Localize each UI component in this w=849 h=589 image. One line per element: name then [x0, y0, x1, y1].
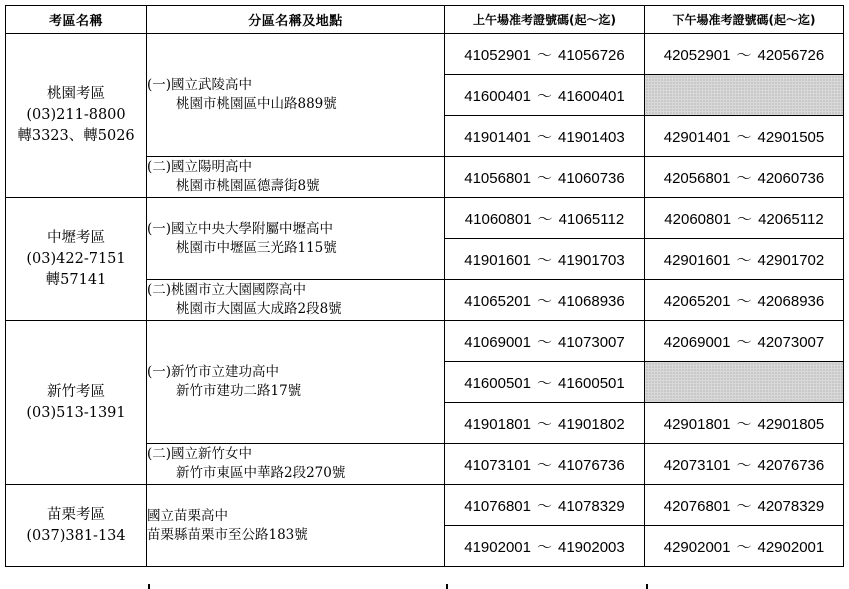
- am-range-start: 41600401: [464, 87, 531, 105]
- range-separator: ～: [536, 374, 552, 392]
- am-range-cell: [445, 485, 645, 526]
- am-range-cell: [445, 444, 645, 485]
- am-range-end: 41078329: [558, 497, 625, 515]
- pm-range-cell: [645, 526, 844, 567]
- am-range-start: 41600501: [464, 374, 531, 392]
- range-separator: ～: [736, 251, 752, 269]
- pm-range-cell: [645, 116, 844, 157]
- area-ext: 轉3323、轉5026: [17, 128, 135, 144]
- site-name: (二)桃園市立大園國際高中: [147, 282, 307, 298]
- am-range-start: 41069001: [464, 333, 531, 351]
- pm-range-end: 42902001: [757, 538, 825, 556]
- am-range-start: 41076801: [464, 497, 531, 515]
- am-range-end: 41068936: [558, 292, 625, 310]
- range-separator: ～: [536, 46, 552, 64]
- am-range-end: 41073007: [558, 333, 625, 351]
- table-continuation-line: [148, 584, 150, 589]
- site-address: 桃園市桃園區中山路889號: [176, 96, 337, 112]
- am-range-cell: [445, 403, 645, 444]
- range-separator: ～: [536, 87, 552, 105]
- site-cell: [147, 198, 445, 280]
- am-range-start: 41056801: [464, 169, 531, 187]
- site-name: (一)新竹市立建功高中: [147, 364, 280, 380]
- area-name: 中壢考區: [47, 229, 105, 246]
- am-range-end: 41901703: [558, 251, 625, 269]
- pm-range-end: 42060736: [757, 169, 825, 187]
- am-range-end: 41056726: [558, 46, 625, 64]
- exam-area-cell: [6, 485, 147, 567]
- exam-schedule-table: [5, 5, 844, 567]
- range-separator: ～: [536, 292, 552, 310]
- pm-range-end: 42056726: [757, 46, 825, 64]
- range-separator: ～: [536, 497, 552, 515]
- range-separator: ～: [536, 128, 552, 146]
- am-range-end: 41901403: [558, 128, 625, 146]
- pm-range-start: 42052901: [663, 46, 731, 64]
- site-cell: [147, 321, 445, 444]
- pm-range-cell: [645, 403, 844, 444]
- am-range-cell: [445, 239, 645, 280]
- header-area: 考區名稱: [6, 6, 147, 34]
- am-range-start: 41901801: [464, 415, 531, 433]
- am-range-cell: [445, 280, 645, 321]
- am-range-end: 41600501: [558, 374, 625, 392]
- range-separator: ～: [536, 415, 552, 433]
- pm-range-cell: [645, 444, 844, 485]
- am-range-start: 41052901: [464, 46, 531, 64]
- am-range-start: 41901401: [464, 128, 531, 146]
- site-name: (一)國立中央大學附屬中壢高中: [147, 220, 334, 237]
- pm-range-end: 42901805: [757, 415, 825, 433]
- range-separator: ～: [736, 292, 752, 310]
- header-am-range: 上午場准考證號碼(起～迄): [445, 6, 645, 34]
- am-range-cell: [445, 362, 645, 403]
- range-separator: ～: [737, 210, 753, 228]
- table-body: [6, 34, 844, 567]
- range-separator: ～: [736, 333, 752, 351]
- pm-range-start: 42901601: [663, 251, 731, 269]
- pm-range-empty-cell: [645, 75, 844, 116]
- am-range-cell: [445, 116, 645, 157]
- site-name: 國立苗栗高中: [147, 507, 228, 524]
- pm-range-start: 42901801: [663, 415, 731, 433]
- site-address: 桃園市大園區大成路2段8號: [176, 301, 342, 317]
- am-range-cell: [445, 526, 645, 567]
- site-cell: [147, 157, 445, 198]
- range-separator: ～: [736, 497, 752, 515]
- pm-range-end: 42073007: [757, 333, 825, 351]
- pm-range-end: 42068936: [757, 292, 825, 310]
- pm-range-end: 42076736: [757, 456, 825, 474]
- am-range-cell: [445, 34, 645, 75]
- range-separator: ～: [536, 251, 552, 269]
- am-range-start: 41902001: [464, 538, 531, 556]
- site-cell: [147, 485, 445, 567]
- am-range-end: 41901802: [558, 415, 625, 433]
- range-separator: ～: [736, 415, 752, 433]
- pm-range-start: 42076801: [663, 497, 731, 515]
- area-phone: (037)381-134: [26, 527, 126, 544]
- pm-range-start: 42060801: [664, 210, 732, 228]
- range-separator: ～: [536, 333, 552, 351]
- am-range-end: 41076736: [558, 456, 625, 474]
- range-separator: ～: [736, 46, 752, 64]
- range-separator: ～: [536, 538, 552, 556]
- pm-range-end: 42065112: [758, 210, 824, 228]
- area-ext: 轉57141: [45, 271, 107, 288]
- range-separator: ～: [736, 169, 752, 187]
- table-continuation-line: [646, 584, 648, 589]
- pm-range-start: 42065201: [663, 292, 731, 310]
- pm-range-cell: [645, 198, 844, 239]
- am-range-cell: [445, 198, 645, 239]
- site-address: 苗栗縣苗栗市至公路183號: [147, 526, 308, 543]
- site-cell: [147, 444, 445, 485]
- site-address: 新竹市東區中華路2段270號: [176, 465, 346, 481]
- area-phone: (03)211-8800: [26, 107, 126, 123]
- am-range-end: 41065112: [558, 210, 625, 228]
- range-separator: ～: [536, 456, 552, 474]
- header-pm-range: 下午場准考證號碼(起～迄): [645, 6, 844, 34]
- table-row: [6, 485, 844, 526]
- range-separator: ～: [537, 210, 553, 228]
- am-range-start: 41901601: [464, 251, 531, 269]
- area-name: 苗栗考區: [47, 506, 105, 523]
- site-address: 新竹市建功二路17號: [176, 383, 302, 399]
- site-name: (二)國立新竹女中: [147, 446, 253, 462]
- site-cell: [147, 34, 445, 157]
- am-range-start: 41073101: [464, 456, 531, 474]
- am-range-end: 41600401: [558, 87, 625, 105]
- pm-range-cell: [645, 239, 844, 280]
- pm-range-start: 42056801: [663, 169, 731, 187]
- pm-range-start: 42069001: [663, 333, 731, 351]
- pm-range-start: 42902001: [663, 538, 731, 556]
- site-name: (二)國立陽明高中: [147, 159, 253, 175]
- table-header-row: [6, 6, 844, 34]
- site-name: (一)國立武陵高中: [147, 77, 253, 93]
- site-address: 桃園市中壢區三光路115號: [176, 239, 337, 256]
- am-range-cell: [445, 157, 645, 198]
- area-name: 桃園考區: [47, 86, 105, 102]
- table-row: [6, 198, 844, 239]
- pm-range-cell: [645, 34, 844, 75]
- table-continuation-line: [446, 584, 448, 589]
- pm-range-cell: [645, 321, 844, 362]
- range-separator: ～: [536, 169, 552, 187]
- am-range-start: 41065201: [464, 292, 531, 310]
- header-site: 分區名稱及地點: [147, 6, 445, 34]
- pm-range-start: 42073101: [663, 456, 731, 474]
- am-range-start: 41060801: [464, 210, 532, 228]
- site-address: 桃園市桃園區德壽街8號: [176, 178, 320, 194]
- table-row: [6, 321, 844, 362]
- site-cell: [147, 280, 445, 321]
- pm-range-end: 42901702: [757, 251, 825, 269]
- pm-range-end: 42901505: [757, 128, 825, 146]
- pm-range-cell: [645, 485, 844, 526]
- area-phone: (03)513-1391: [26, 404, 126, 421]
- am-range-end: 41902003: [558, 538, 625, 556]
- range-separator: ～: [736, 538, 752, 556]
- am-range-cell: [445, 321, 645, 362]
- exam-area-cell: [6, 321, 147, 485]
- exam-area-cell: [6, 34, 147, 198]
- am-range-end: 41060736: [558, 169, 625, 187]
- pm-range-cell: [645, 280, 844, 321]
- area-name: 新竹考區: [47, 383, 105, 400]
- pm-range-end: 42078329: [757, 497, 825, 515]
- table-row: [6, 34, 844, 75]
- range-separator: ～: [736, 456, 752, 474]
- pm-range-start: 42901401: [663, 128, 731, 146]
- range-separator: ～: [736, 128, 752, 146]
- area-phone: (03)422-7151: [26, 250, 126, 267]
- pm-range-empty-cell: [645, 362, 844, 403]
- am-range-cell: [445, 75, 645, 116]
- pm-range-cell: [645, 157, 844, 198]
- exam-area-cell: [6, 198, 147, 321]
